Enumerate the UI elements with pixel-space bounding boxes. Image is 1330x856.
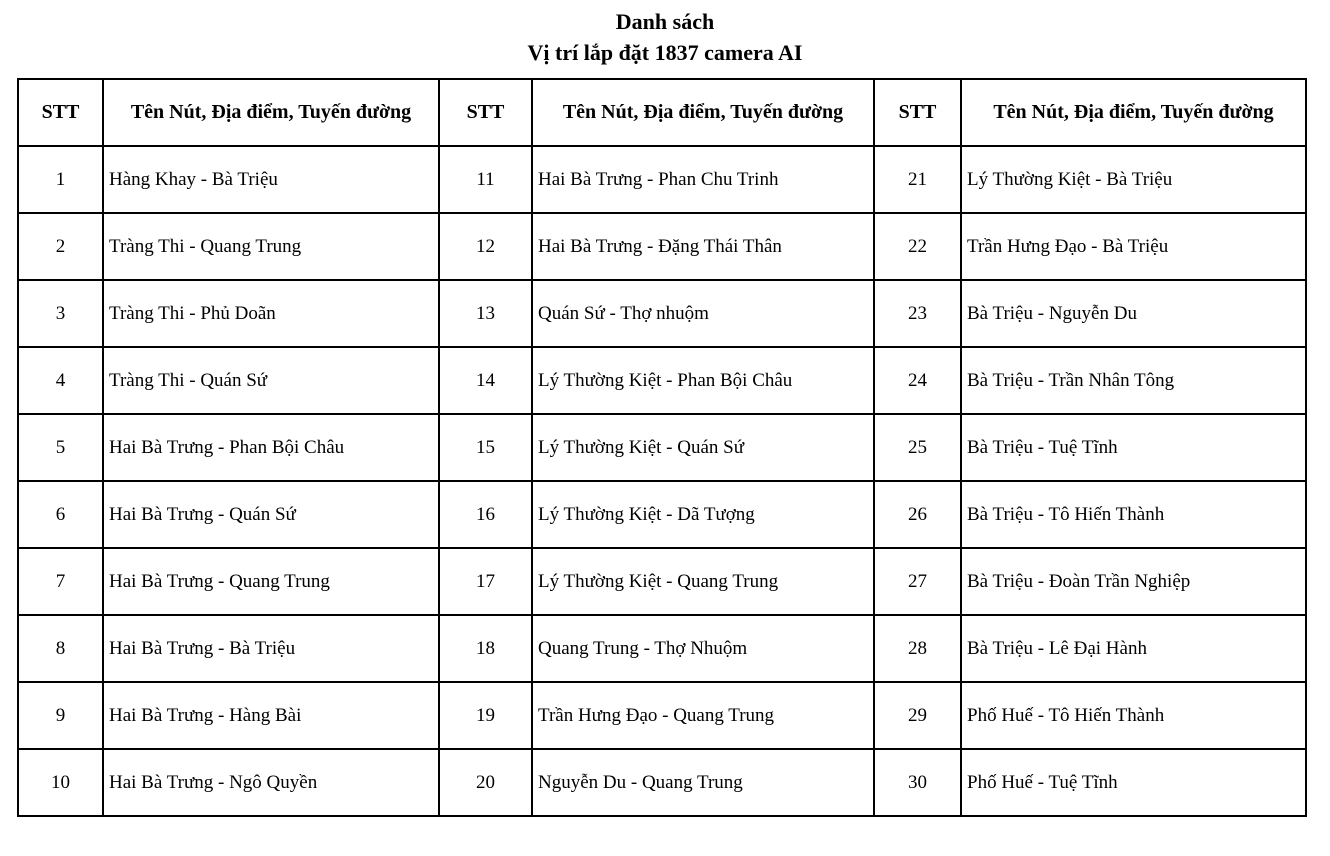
- stt-cell: 26: [874, 481, 961, 548]
- stt-cell: 6: [18, 481, 103, 548]
- stt-cell: 14: [439, 347, 532, 414]
- location-cell: Tràng Thi - Quán Sứ: [103, 347, 439, 414]
- stt-cell: 13: [439, 280, 532, 347]
- title-line-2: Vị trí lắp đặt 1837 camera AI: [527, 40, 803, 65]
- location-cell: Tràng Thi - Quang Trung: [103, 213, 439, 280]
- stt-cell: 21: [874, 146, 961, 213]
- location-cell: Bà Triệu - Tô Hiến Thành: [961, 481, 1306, 548]
- stt-cell: 9: [18, 682, 103, 749]
- header-location-1: Tên Nút, Địa điểm, Tuyến đường: [103, 79, 439, 146]
- stt-cell: 15: [439, 414, 532, 481]
- camera-locations-table: [17, 78, 1307, 817]
- location-cell: Hai Bà Trưng - Bà Triệu: [103, 615, 439, 682]
- stt-cell: 16: [439, 481, 532, 548]
- table-row: [18, 414, 1306, 481]
- location-cell: Lý Thường Kiệt - Dã Tượng: [532, 481, 874, 548]
- location-cell: Lý Thường Kiệt - Quang Trung: [532, 548, 874, 615]
- table-row: [18, 213, 1306, 280]
- stt-cell: 27: [874, 548, 961, 615]
- stt-cell: 5: [18, 414, 103, 481]
- location-cell: Bà Triệu - Nguyễn Du: [961, 280, 1306, 347]
- location-cell: Bà Triệu - Trần Nhân Tông: [961, 347, 1306, 414]
- stt-cell: 11: [439, 146, 532, 213]
- table-row: [18, 481, 1306, 548]
- location-cell: Quán Sứ - Thợ nhuộm: [532, 280, 874, 347]
- location-cell: Phố Huế - Tuệ Tĩnh: [961, 749, 1306, 816]
- stt-cell: 8: [18, 615, 103, 682]
- header-stt-3: STT: [874, 79, 961, 146]
- header-location-2: Tên Nút, Địa điểm, Tuyến đường: [532, 79, 874, 146]
- location-cell: Phố Huế - Tô Hiến Thành: [961, 682, 1306, 749]
- location-cell: Tràng Thi - Phủ Doãn: [103, 280, 439, 347]
- table-row: [18, 749, 1306, 816]
- stt-cell: 2: [18, 213, 103, 280]
- stt-cell: 22: [874, 213, 961, 280]
- header-row: [18, 79, 1306, 146]
- location-cell: Hai Bà Trưng - Phan Bội Châu: [103, 414, 439, 481]
- camera-table-body: [18, 146, 1306, 816]
- location-cell: Hai Bà Trưng - Ngô Quyền: [103, 749, 439, 816]
- location-cell: Lý Thường Kiệt - Phan Bội Châu: [532, 347, 874, 414]
- location-cell: Trần Hưng Đạo - Bà Triệu: [961, 213, 1306, 280]
- location-cell: Hai Bà Trưng - Quán Sứ: [103, 481, 439, 548]
- stt-cell: 10: [18, 749, 103, 816]
- header-stt-2: STT: [439, 79, 532, 146]
- stt-cell: 20: [439, 749, 532, 816]
- stt-cell: 1: [18, 146, 103, 213]
- title-line-1: Danh sách: [615, 9, 715, 34]
- location-cell: Quang Trung - Thợ Nhuộm: [532, 615, 874, 682]
- header-location-3: Tên Nút, Địa điểm, Tuyến đường: [961, 79, 1306, 146]
- location-cell: Hai Bà Trưng - Phan Chu Trinh: [532, 146, 874, 213]
- table-header: [18, 79, 1306, 146]
- stt-cell: 25: [874, 414, 961, 481]
- stt-cell: 3: [18, 280, 103, 347]
- location-cell: Hai Bà Trưng - Đặng Thái Thân: [532, 213, 874, 280]
- document-title: [0, 6, 1330, 68]
- table-row: [18, 548, 1306, 615]
- location-cell: Bà Triệu - Lê Đại Hành: [961, 615, 1306, 682]
- location-cell: Bà Triệu - Tuệ Tĩnh: [961, 414, 1306, 481]
- table-row: [18, 682, 1306, 749]
- location-cell: Trần Hưng Đạo - Quang Trung: [532, 682, 874, 749]
- location-cell: Hàng Khay - Bà Triệu: [103, 146, 439, 213]
- stt-cell: 7: [18, 548, 103, 615]
- header-stt-1: STT: [18, 79, 103, 146]
- stt-cell: 18: [439, 615, 532, 682]
- stt-cell: 4: [18, 347, 103, 414]
- location-cell: Lý Thường Kiệt - Bà Triệu: [961, 146, 1306, 213]
- table-row: [18, 347, 1306, 414]
- stt-cell: 12: [439, 213, 532, 280]
- location-cell: Hai Bà Trưng - Hàng Bài: [103, 682, 439, 749]
- stt-cell: 19: [439, 682, 532, 749]
- location-cell: Hai Bà Trưng - Quang Trung: [103, 548, 439, 615]
- location-cell: Nguyễn Du - Quang Trung: [532, 749, 874, 816]
- table-row: [18, 146, 1306, 213]
- stt-cell: 30: [874, 749, 961, 816]
- location-cell: Bà Triệu - Đoàn Trần Nghiệp: [961, 548, 1306, 615]
- table-row: [18, 615, 1306, 682]
- stt-cell: 17: [439, 548, 532, 615]
- stt-cell: 24: [874, 347, 961, 414]
- table-row: [18, 280, 1306, 347]
- stt-cell: 28: [874, 615, 961, 682]
- stt-cell: 29: [874, 682, 961, 749]
- stt-cell: 23: [874, 280, 961, 347]
- location-cell: Lý Thường Kiệt - Quán Sứ: [532, 414, 874, 481]
